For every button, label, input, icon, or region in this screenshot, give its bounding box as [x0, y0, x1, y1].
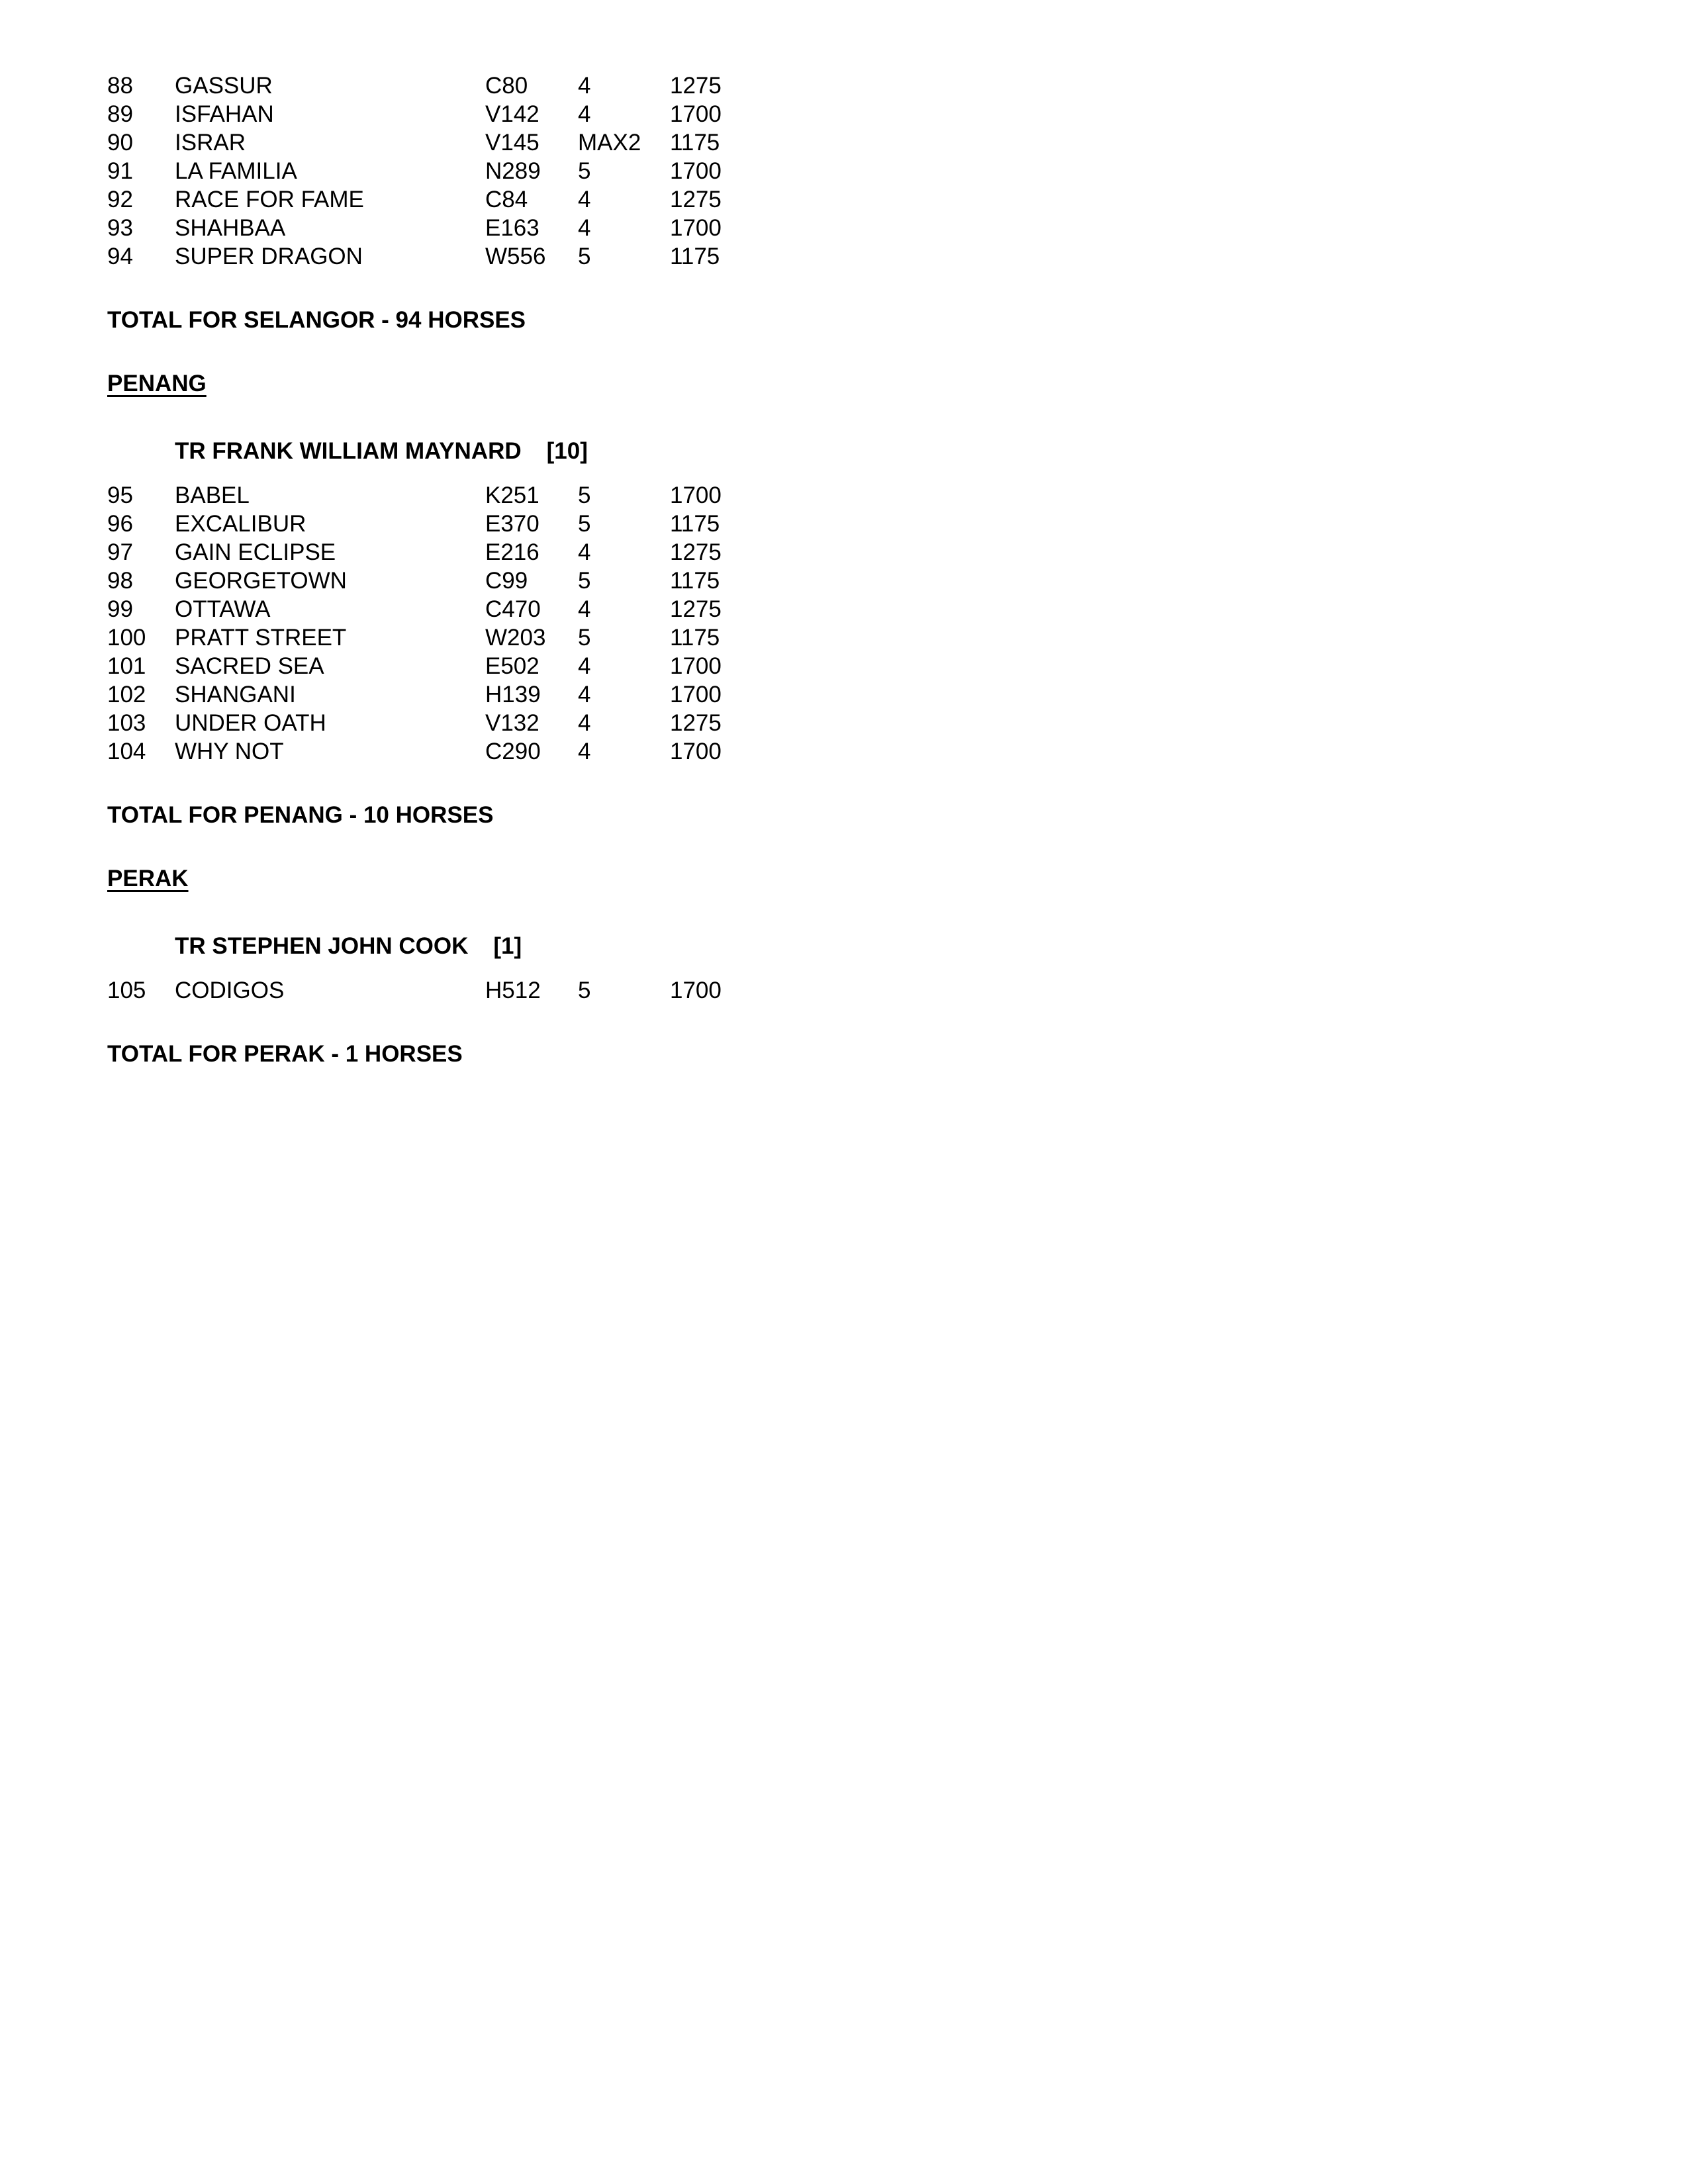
horse-name: SUPER DRAGON [175, 244, 363, 269]
horse-name: GEORGETOWN [175, 568, 347, 594]
horse-name: PRATT STREET [175, 625, 347, 651]
horse-code: E502 [485, 653, 539, 679]
horse-rating: 4 [578, 539, 591, 565]
horse-number: 97 [107, 539, 133, 565]
horse-weight: 1275 [670, 596, 722, 622]
horse-rating: 4 [578, 739, 591, 764]
horse-rating: 5 [578, 158, 591, 184]
horse-rating: 4 [578, 710, 591, 736]
horse-number: 95 [107, 482, 133, 508]
horse-weight: 1700 [670, 682, 722, 707]
table-row [0, 595, 794, 624]
horse-code: W556 [485, 244, 546, 269]
horse-name: ISRAR [175, 130, 246, 156]
horse-name: GASSUR [175, 73, 273, 99]
horse-name: SACRED SEA [175, 653, 324, 679]
horse-code: E370 [485, 511, 539, 537]
penang-total: TOTAL FOR PENANG - 10 HORSES [107, 802, 494, 828]
horse-rating: 4 [578, 682, 591, 707]
perak-heading: PERAK [107, 866, 189, 891]
table-row [0, 71, 794, 101]
horse-name: EXCALIBUR [175, 511, 306, 537]
horse-weight: 1175 [670, 511, 720, 537]
table-row [0, 242, 794, 271]
horse-rating: 5 [578, 244, 591, 269]
perak-total: TOTAL FOR PERAK - 1 HORSES [107, 1041, 463, 1067]
horse-code: V145 [485, 130, 539, 156]
horse-name: CODIGOS [175, 978, 285, 1003]
horse-rating: 5 [578, 511, 591, 537]
table-row [0, 709, 794, 738]
table-row [0, 510, 794, 539]
horse-number: 96 [107, 511, 133, 537]
horse-code: C290 [485, 739, 541, 764]
table-row [0, 567, 794, 596]
horse-weight: 1175 [670, 130, 720, 156]
horse-weight: 1175 [670, 568, 720, 594]
horse-name: BABEL [175, 482, 250, 508]
horse-code: C80 [485, 73, 528, 99]
horse-rating: 4 [578, 653, 591, 679]
horse-code: V132 [485, 710, 539, 736]
horse-rating: 4 [578, 596, 591, 622]
table-row [0, 623, 794, 653]
horse-code: W203 [485, 625, 546, 651]
horse-number: 101 [107, 653, 146, 679]
penang-trainer-heading [175, 437, 588, 466]
horse-number: 88 [107, 73, 133, 99]
horse-number: 98 [107, 568, 133, 594]
horse-weight: 1175 [670, 625, 720, 651]
horse-weight: 1275 [670, 73, 722, 99]
penang-heading: PENANG [107, 371, 207, 396]
horse-rating: 5 [578, 568, 591, 594]
horse-number: 104 [107, 739, 146, 764]
horse-weight: 1700 [670, 978, 722, 1003]
table-row [0, 100, 794, 129]
horse-name: RACE FOR FAME [175, 187, 364, 212]
horse-name: GAIN ECLIPSE [175, 539, 336, 565]
trainer-horse-count: [10] [546, 438, 588, 464]
horse-number: 94 [107, 244, 133, 269]
horse-number: 90 [107, 130, 133, 156]
horse-code: K251 [485, 482, 539, 508]
horse-number: 89 [107, 101, 133, 127]
horse-name: LA FAMILIA [175, 158, 297, 184]
horse-code: H139 [485, 682, 541, 707]
horse-number: 103 [107, 710, 146, 736]
horse-code: E163 [485, 215, 539, 241]
horse-weight: 1700 [670, 482, 722, 508]
horse-weight: 1700 [670, 101, 722, 127]
table-row [0, 652, 794, 681]
horse-rating: 5 [578, 625, 591, 651]
table-row [0, 185, 794, 214]
table-row [0, 128, 794, 158]
horse-rating: 4 [578, 187, 591, 212]
horse-weight: 1175 [670, 244, 720, 269]
horse-code: C99 [485, 568, 528, 594]
horse-number: 91 [107, 158, 133, 184]
horse-name: WHY NOT [175, 739, 284, 764]
horse-code: H512 [485, 978, 541, 1003]
table-row [0, 737, 794, 766]
horse-rating: 5 [578, 978, 591, 1003]
selangor-total: TOTAL FOR SELANGOR - 94 HORSES [107, 307, 526, 333]
horse-code: C84 [485, 187, 528, 212]
table-row [0, 157, 794, 186]
horse-weight: 1700 [670, 653, 722, 679]
horse-number: 92 [107, 187, 133, 212]
horse-code: V142 [485, 101, 539, 127]
horse-weight: 1275 [670, 539, 722, 565]
horse-weight: 1700 [670, 215, 722, 241]
horse-number: 105 [107, 978, 146, 1003]
table-row [0, 680, 794, 709]
horse-code: C470 [485, 596, 541, 622]
horse-name: SHAHBAA [175, 215, 286, 241]
horse-name: UNDER OATH [175, 710, 326, 736]
trainer-horse-count: [1] [493, 933, 522, 959]
horse-rating: 4 [578, 215, 591, 241]
table-row [0, 976, 794, 1005]
table-row [0, 538, 794, 567]
horse-number: 102 [107, 682, 146, 707]
perak-trainer-heading [175, 932, 522, 961]
horse-name: ISFAHAN [175, 101, 274, 127]
horse-weight: 1700 [670, 158, 722, 184]
horse-weight: 1700 [670, 739, 722, 764]
horse-name: OTTAWA [175, 596, 271, 622]
table-row [0, 214, 794, 243]
horse-rating: 5 [578, 482, 591, 508]
horse-rating: 4 [578, 101, 591, 127]
horse-number: 100 [107, 625, 146, 651]
horse-code: N289 [485, 158, 541, 184]
horse-weight: 1275 [670, 187, 722, 212]
trainer-name: TR STEPHEN JOHN COOK [175, 933, 469, 959]
horse-number: 99 [107, 596, 133, 622]
table-row [0, 481, 794, 510]
horse-number: 93 [107, 215, 133, 241]
horse-rating: 4 [578, 73, 591, 99]
horse-rating: MAX2 [578, 130, 641, 156]
trainer-name: TR FRANK WILLIAM MAYNARD [175, 438, 522, 464]
horse-weight: 1275 [670, 710, 722, 736]
horse-code: E216 [485, 539, 539, 565]
horse-name: SHANGANI [175, 682, 296, 707]
